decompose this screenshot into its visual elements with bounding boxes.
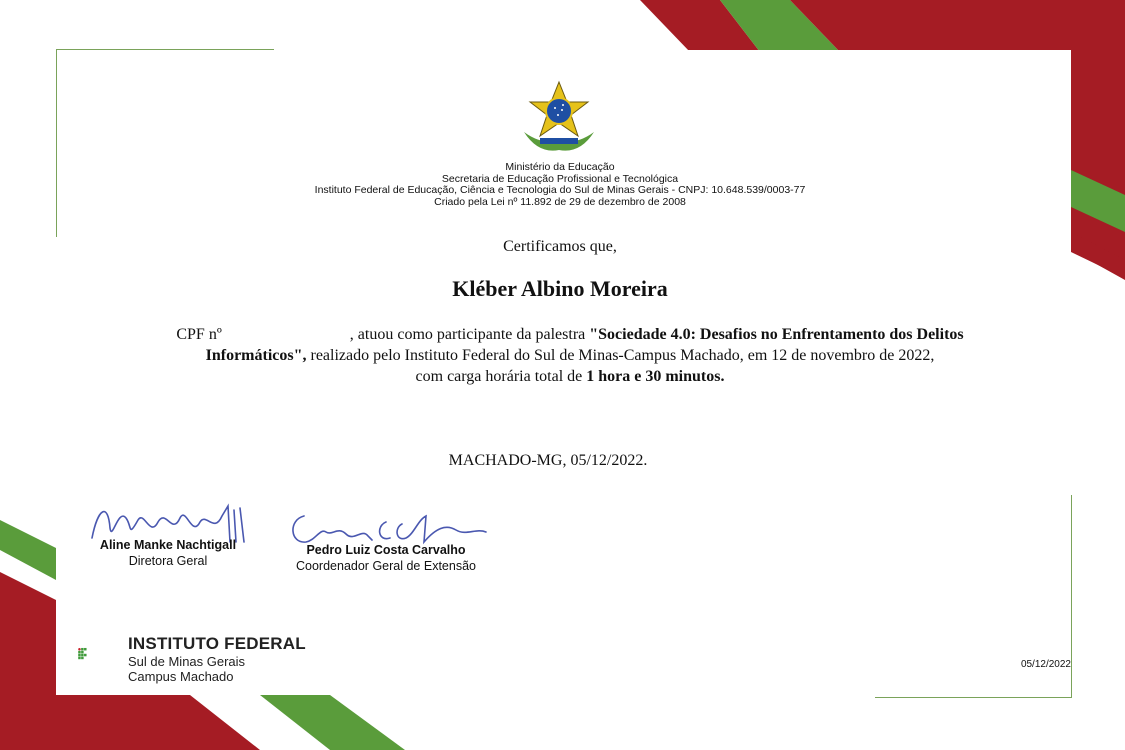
lecture-title-part1: "Sociedade 4.0: Desafios no Enfrentamento dos Delitos [589, 326, 964, 343]
header-line-secretariat: Secretaria de Educação Profissional e Tecnológica [441, 172, 679, 185]
header-line-institute: Instituto Federal de Educação, Ciência e Tecnologia do Sul de Minas Gerais - CNPJ: 10.648.539/0003-77 [314, 184, 806, 196]
institute-logo-text [128, 634, 306, 684]
body-line-1 [95, 324, 1045, 345]
lecture-title-part2: Informáticos", [205, 347, 307, 364]
signatory-name: Aline Manke Nachtigall [99, 538, 237, 552]
header-line-law: Criado pela Lei nº 11.892 de 29 de dezembro de 2008 [434, 195, 686, 208]
signatory-role: Diretora Geral [128, 554, 208, 568]
logo-title: INSTITUTO FEDERAL [128, 634, 306, 653]
signatory-name: Pedro Luiz Costa Carvalho [306, 543, 466, 557]
place-date: MACHADO-MG, 05/12/2022. [448, 452, 648, 469]
signatory-role: Coordenador Geral de Extensão [296, 559, 476, 573]
issue-date: 05/12/2022 [1020, 659, 1071, 670]
institution-header [240, 162, 880, 208]
instituto-federal-logo-icon [78, 624, 128, 684]
header-line-ministry: Ministério da Educação [505, 161, 615, 173]
body-text-part3: com carga horária total de [415, 368, 587, 385]
frame-line-left [56, 49, 57, 237]
frame-line-bottom [875, 697, 1072, 698]
frame-line-right [1071, 495, 1072, 697]
frame-line-top [56, 49, 274, 50]
body-line-3 [95, 366, 1045, 387]
signature-block-coordinator [286, 502, 486, 582]
body-text-part2: realizado pelo Instituto Federal do Sul de Minas-Campus Machado, em 12 de novembro de 2022, [306, 347, 935, 364]
certify-intro: Certificamos que, [503, 238, 617, 255]
body-line-2 [95, 345, 1045, 366]
signature-block-director [88, 498, 248, 578]
logo-subtitle-campus: Campus Machado [128, 669, 234, 684]
cpf-label: CPF nº [176, 326, 222, 343]
certificate-body [95, 324, 1045, 387]
body-text-part1: , atuou como participante da palestra [349, 326, 590, 343]
duration: 1 hora e 30 minutos. [586, 368, 725, 385]
logo-subtitle-state: Sul de Minas Gerais [128, 654, 246, 669]
brazil-coat-of-arms-emblem [518, 80, 600, 154]
recipient-name: Kléber Albino Moreira [452, 276, 668, 301]
